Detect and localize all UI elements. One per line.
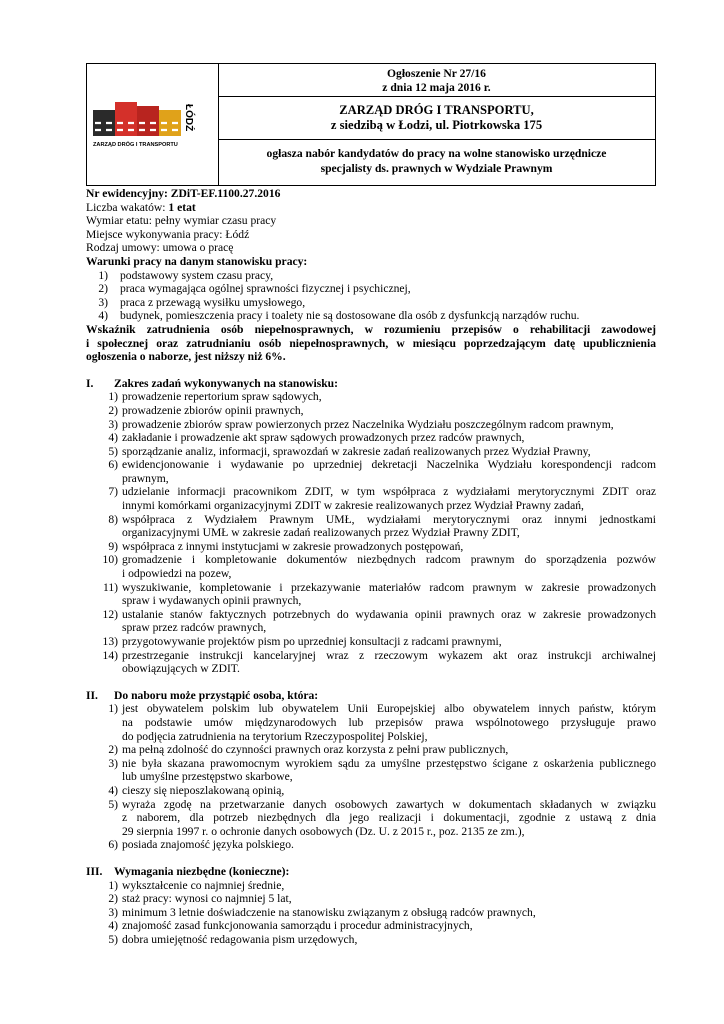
- logo-vertical-text: ŁÓDŹ: [183, 104, 194, 132]
- list-item: 5) wyraża zgodę na przetwarzanie danych osobowych zawartych w dokumentach składanych w związku z naborem, dla potrzeb niezbędnych dla jego realizacji i dokumentacji, zgodnie z ustawą z dnia 29 sierpnia 1997 r. o ochronie danych osobowych (Dz. U. z 2015 r., poz. 2135 ze zm.),: [108, 797, 656, 838]
- contract-type: Rodzaj umowy: umowa o pracę: [86, 241, 234, 255]
- list-item-line: spraw przez radców prawnych,: [122, 621, 267, 635]
- list-item: 6) posiada znajomość języka polskiego.: [86, 838, 656, 852]
- section-2-title: II. Do naboru może przystąpić osoba, która:: [86, 688, 319, 702]
- list-item: 4) cieszy się nieposzlakowaną opinią,: [86, 784, 656, 798]
- list-item: 5) dobra umiejętność redagowania pism urzędowych,: [86, 933, 656, 947]
- list-item-line: ewidencjonowanie i wydawanie po uprzedniej dekretacji Naczelnika Wydziału korespondencji radcom: [122, 458, 656, 472]
- list-item: 4) budynek, pomieszczenia pracy i toalety nie są dostosowane dla osób z dysfunkcją narządów ruchu.: [98, 309, 580, 323]
- list-item-line: nie była skazana prawomocnym wyrokiem sądu za umyślne przestępstwo ścigane z oskarżenia publicznego: [122, 756, 656, 770]
- list-item-line: jest obywatelem polskim lub obywatelem Unii Europejskiej albo obywatelem innych państw, którym: [122, 702, 656, 716]
- logo-cell: [87, 64, 219, 185]
- ref-number: Nr ewidencyjny: ZDiT-EF.1100.27.2016: [86, 187, 281, 200]
- list-item: 3) nie była skazana prawomocnym wyrokiem sądu za umyślne przestępstwo ścigane z oskarżenia publicznego lub umyślne przestępstwo skarbowe,: [108, 756, 656, 784]
- list-item: 6) ewidencjonowanie i wydawanie po uprzedniej dekretacji Naczelnika Wydziału korespondencji radcom prawnym,: [108, 458, 656, 485]
- list-item: 11) wyszukiwanie, kompletowanie i przekazywanie materiałów radcom prawnym w zakresie prowadzonych spraw i wydawanych opinii prawnych,: [102, 580, 656, 608]
- announcement-line-2: specjalisty ds. prawnych w Wydziale Prawnym: [320, 162, 553, 175]
- list-item-line: prowadzenie zbiorów spraw powierzonych przez Naczelnika Wydziału poszczególnym radcom prawnym,: [122, 417, 614, 431]
- list-item-line: wyszukiwanie, kompletowanie i przekazywanie materiałów radcom prawnym w zakresie prowadzonych: [122, 580, 656, 594]
- list-item-line: przestrzeganie instrukcji kancelaryjnej wraz z rzeczowym wykazem akt oraz instrukcji archiwalnej: [122, 648, 656, 662]
- notice-date: z dnia 12 maja 2016 r.: [382, 80, 491, 94]
- list-item-line: prawnym,: [122, 471, 169, 485]
- section-2-list: [86, 702, 656, 852]
- list-item-line: lub umyślne przestępstwo skarbowe,: [122, 770, 293, 784]
- notice-row: [218, 64, 655, 97]
- list-item: 10) gromadzenie i kompletowanie dokumentów niezbędnych radcom prawnym do sporządzenia pozwów i odpowiedzi na pozew,: [102, 553, 656, 581]
- logo-caption: ZARZĄD DRÓG I TRANSPORTU: [93, 142, 178, 148]
- list-item-line: obowiązujących w ZDIT.: [122, 662, 240, 676]
- header-table: [86, 63, 656, 186]
- list-item-line: współpraca z Wydziałem Prawnym UMŁ, wydziałami merytorycznymi oraz innymi jednostkami: [122, 512, 656, 526]
- workplace: Miejsce wykonywania pracy: Łódź: [86, 227, 250, 241]
- list-item-line: wykształcenie co najmniej średnie,: [122, 878, 285, 892]
- list-item-line: prowadzenie repertorium spraw sądowych,: [122, 390, 322, 404]
- list-item-line: znajomość zasad funkcjonowania samorządu i procedur administracyjnych,: [122, 919, 473, 933]
- list-item-line: dobra umiejętność redagowania pism urzędowych,: [122, 932, 358, 946]
- section-3-list: [86, 879, 656, 947]
- list-item-line: na podstawie umów międzynarodowych lub przepisów prawa wspólnotowego przysługuje prawo: [122, 715, 656, 729]
- list-item-line: minimum 3 letnie doświadczenie na stanowisku związanym z obsługą radców prawnych,: [122, 905, 536, 919]
- list-item-line: zakładanie i prowadzenie akt spraw sądowych prowadzonych przez radców prawnych,: [122, 431, 525, 445]
- list-item-line: posiada znajomość języka polskiego.: [122, 838, 294, 852]
- list-item-line: innymi komórkami organizacyjnymi ZDIT w zakresie realizowanych przez Wydział Prawny zadań,: [122, 499, 584, 513]
- list-item: 8) współpraca z Wydziałem Prawnym UMŁ, wydziałami merytorycznymi oraz innymi jednostkami organizacyjnymi UMŁ w zakresie zadań realizowanych przez Wydział Prawny ZDIT,: [108, 512, 656, 540]
- organization-row: [218, 97, 655, 140]
- list-item-line: przygotowywanie projektów pism po uprzedniej konsultacji z radcami prawnymi,: [122, 635, 502, 648]
- vacancies: [86, 201, 656, 215]
- announcement-row: [218, 140, 655, 185]
- section-3-title: III. Wymagania niezbędne (konieczne):: [86, 864, 290, 878]
- list-item: 1) wykształcenie co najmniej średnie,: [86, 879, 656, 893]
- list-item-line: 29 sierpnia 1997 r. o ochronie danych osobowych (Dz. U. z 2015 r., poz. 2135 ze zm.),: [122, 824, 525, 838]
- list-item-line: współpraca z innymi instytucjami w zakresie prowadzonych postępowań,: [122, 539, 464, 553]
- list-item: 4) znajomość zasad funkcjonowania samorządu i procedur administracyjnych,: [86, 919, 656, 933]
- list-item-line: ma pełną zdolność do czynności prawnych oraz korzysta z pełni praw publicznych,: [122, 743, 509, 757]
- list-item: 4) zakładanie i prowadzenie akt spraw sądowych prowadzonych przez radców prawnych,: [86, 431, 656, 445]
- list-item: 13) przygotowywanie projektów pism po uprzedniej konsultacji z radcami prawnymi,: [86, 635, 656, 649]
- list-item-line: z naborem, dla potrzeb niezbędnych dla jego realizacji i dokumentacji, zgodnie z ustawą z dnia: [122, 811, 656, 825]
- list-item-line: do podjęcia zatrudnienia na terytorium Rzeczypospolitej Polskiej,: [122, 729, 428, 743]
- list-item-line: wyraża zgodę na przetwarzanie danych osobowych zawartych w dokumentach składanych w związku: [122, 797, 656, 811]
- list-item: 9) współpraca z innymi instytucjami w zakresie prowadzonych postępowań,: [86, 540, 656, 554]
- list-item: 2) prowadzenie zbiorów opinii prawnych,: [86, 404, 656, 418]
- list-item: 1) podstawowy system czasu pracy,: [98, 268, 274, 282]
- org-name: ZARZĄD DRÓG I TRANSPORTU,: [339, 103, 534, 117]
- list-item: 14) przestrzeganie instrukcji kancelaryjnej wraz z rzeczowym wykazem akt oraz instrukcji archiwalnej obowiązujących w ZDIT.: [102, 648, 656, 676]
- vacancies-label: Liczba wakatów:: [86, 200, 169, 214]
- section-1-list: [86, 390, 656, 675]
- org-seat: z siedzibą w Łodzi, ul. Piotrkowska 175: [330, 118, 543, 132]
- list-item-line: spraw i wydawanych opinii prawnych,: [122, 594, 302, 608]
- conditions-list: [86, 269, 656, 323]
- notice-number: Ogłoszenie Nr 27/16: [387, 67, 486, 80]
- announcement-line-1: ogłasza nabór kandydatów do pracy na wolne stanowisko urzędnicze: [266, 147, 607, 160]
- list-item-line: ustalanie stanów faktycznych potrzebnych do wydawania opinii prawnych oraz w zakresie prowadzonych: [122, 607, 656, 621]
- list-item: 2) ma pełną zdolność do czynności prawnych oraz korzysta z pełni praw publicznych,: [86, 743, 656, 757]
- header-right-cell: [218, 64, 655, 185]
- list-item-line: cieszy się nieposzlakowaną opinią,: [122, 783, 285, 797]
- list-item: 2) staż pracy: wynosi co najmniej 5 lat,: [86, 892, 656, 906]
- working-time: Wymiar etatu: pełny wymiar czasu pracy: [86, 214, 277, 228]
- list-item: 5) sporządzanie analiz, informacji, sprawozdań w zakresie zadań realizowanych przez Wydział Prawny,: [86, 445, 656, 459]
- list-item: 3) praca z przewagą wysiłku umysłowego,: [98, 295, 306, 309]
- vacancies-value: 1 etat: [168, 200, 196, 214]
- disability-note: Wskaźnik zatrudnienia osób niepełnosprawnych, w rozumieniu przepisów o rehabilitacji zawodowej i społecznej oraz zatrudnianiu osób niepełnosprawnych, w miesiącu poprzedzającym datę upublicznienia ogłoszenia o naborze, jest niższy niż 6%.: [86, 322, 656, 364]
- list-item-line: i odpowiedzi na pozew,: [122, 567, 232, 581]
- list-item: 3) prowadzenie zbiorów spraw powierzonych przez Naczelnika Wydziału poszczególnym radcom prawnym,: [86, 418, 656, 432]
- list-item-line: sporządzanie analiz, informacji, sprawozdań w zakresie zadań realizowanych przez Wydział Prawny,: [122, 444, 591, 458]
- conditions-title: Warunki pracy na danym stanowisku pracy:: [86, 254, 308, 268]
- list-item-line: gromadzenie i kompletowanie dokumentów niezbędnych radcom prawnym do sporządzenia pozwów: [122, 553, 656, 567]
- document-body: [86, 187, 656, 946]
- list-item-line: organizacyjnymi UMŁ w zakresie zadań realizowanych przez Wydział Prawny ZDIT,: [122, 526, 520, 540]
- list-item: 3) minimum 3 letnie doświadczenie na stanowisku związanym z obsługą radców prawnych,: [86, 906, 656, 920]
- list-item-line: staż pracy: wynosi co najmniej 5 lat,: [122, 892, 292, 906]
- section-1-title: I. Zakres zadań wykonywanych na stanowisku:: [86, 376, 338, 390]
- list-item: 1) jest obywatelem polskim lub obywatelem Unii Europejskiej albo obywatelem innych państw, którym na podstawie umów międzynarodowych lub przepisów prawa wspólnotowego przysługuje prawo do podjęcia zatrudnienia na terytorium Rzeczypospolitej Polskiej,: [108, 702, 656, 743]
- list-item-line: udzielanie informacji pracownikom ZDIT, w tym współpraca z wydziałami merytorycznymi ZDIT oraz: [122, 485, 656, 499]
- list-item: 1) prowadzenie repertorium spraw sądowych,: [86, 390, 656, 404]
- list-item: 7) udzielanie informacji pracownikom ZDIT, w tym współpraca z wydziałami merytorycznymi ZDIT oraz innymi komórkami organizacyjnymi ZDIT w zakresie realizowanych przez Wydział Prawny zadań,: [108, 485, 656, 513]
- list-item: 2) praca wymagająca ogólnej sprawności fizycznej i psychicznej,: [98, 282, 411, 296]
- list-item-line: prowadzenie zbiorów opinii prawnych,: [122, 403, 304, 417]
- list-item: 12) ustalanie stanów faktycznych potrzebnych do wydawania opinii prawnych oraz w zakresie prowadzonych spraw przez radców prawnych,: [102, 607, 656, 635]
- zdit-logo: [90, 100, 214, 154]
